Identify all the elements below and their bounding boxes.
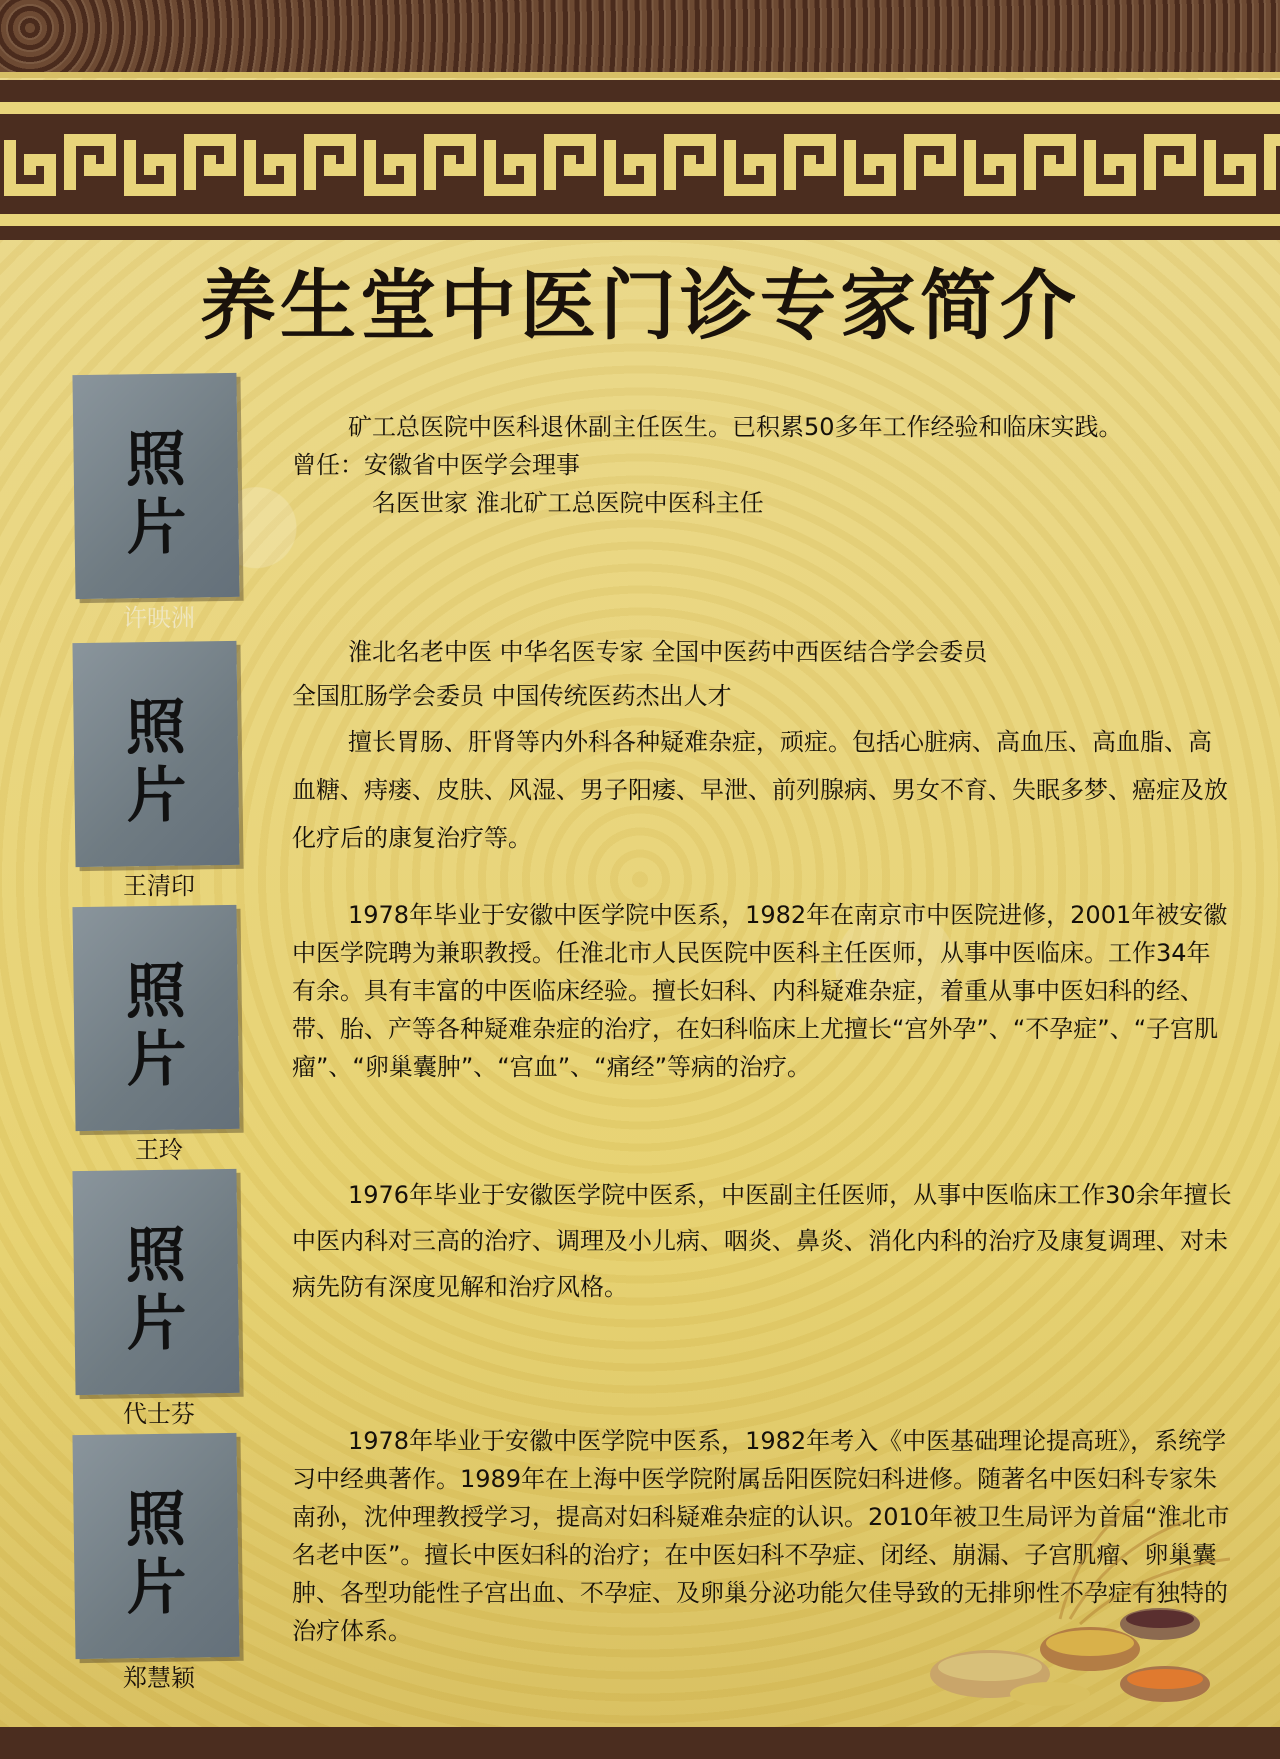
expert-name-4: 代士芬 [123, 1400, 195, 1428]
photo-placeholder-1 [72, 373, 239, 599]
expert-bio-4 [292, 1172, 1232, 1310]
bio-line: 曾任：安徽省中医学会理事 [292, 451, 580, 479]
photo-label-char-1: 照 [125, 1484, 187, 1556]
photo-label-char-2: 片 [126, 1024, 188, 1096]
bio-line: 淮北名老中医 中华名医专家 全国中医药中西医结合学会委员 [348, 638, 988, 666]
expert-name-5: 郑慧颖 [123, 1664, 195, 1692]
photo-placeholder-2 [72, 641, 239, 867]
photo-label-char-1: 照 [125, 692, 187, 764]
bio-line: 1978年毕业于安徽中医学院中医系，1982年考入《中医基础理论提高班》，系统学习中经典著作。1989年在上海中医学院附属岳阳医院妇科进修。随著名中医妇科专家朱南孙，沈仲理教授学习，提高对妇科疑难杂症的认识。2010年被卫生局评为首届“淮北市名老中医”。擅长中医妇科的治疗；在中医妇科不孕症、闭经、崩漏、子宫肌瘤、卵巢囊肿、各型功能性子宫出血、不孕症、及卵巢分泌功能欠佳导致的无排卵性不孕症有独特的治疗体系。 [292, 1427, 1230, 1645]
expert-name-1: 许映洲 [123, 604, 195, 632]
photo-label-char-2: 片 [126, 492, 188, 564]
photo-label-char-2: 片 [126, 1288, 188, 1360]
bio-line: 擅长胃肠、肝肾等内外科各种疑难杂症，顽症。包括心脏病、高血压、高血脂、高血糖、痔瘘、皮肤、风湿、男子阳痿、早泄、前列腺病、男女不育、失眠多梦、癌症及放化疗后的康复治疗等。 [292, 728, 1228, 852]
photo-placeholder-3 [72, 905, 239, 1131]
photo-label-char-1: 照 [125, 1220, 187, 1292]
bio-line: 全国肛肠学会委员 中国传统医药杰出人才 [292, 682, 732, 710]
bio-line: 矿工总医院中医科退休副主任医生。已积累50多年工作经验和临床实践。 [348, 413, 1123, 441]
expert-bio-2 [292, 630, 1232, 862]
expert-name-3: 王玲 [135, 1136, 183, 1164]
expert-name-2: 王清印 [123, 872, 195, 900]
grain-bowls-decoration [910, 1499, 1230, 1709]
expert-bio-3 [292, 896, 1232, 1086]
photo-label-char-2: 片 [126, 1552, 188, 1624]
bio-line: 名医世家 淮北矿工总医院中医科主任 [372, 489, 764, 517]
expert-bio-1 [292, 408, 1232, 522]
bio-line: 1978年毕业于安徽中医学院中医系，1982年在南京市中医院进修，2001年被安徽中医学院聘为兼职教授。任淮北市人民医院中医科主任医师，从事中医临床。工作34年有余。具有丰富的中医临床经验。擅长妇科、内科疑难杂症，着重从事中医妇科的经、带、胎、产等各种疑难杂症的治疗，在妇科临床上尤擅长“宫外孕”、“不孕症”、“子宫肌瘤”、“卵巢囊肿”、“宫血”、“痛经”等病的治疗。 [292, 901, 1228, 1081]
bottom-border [0, 1727, 1280, 1759]
photo-label-char-1: 照 [125, 424, 187, 496]
fretwork-border [0, 80, 1280, 240]
photo-placeholder-4 [72, 1169, 239, 1395]
photo-label-char-1: 照 [125, 956, 187, 1028]
bio-line: 1976年毕业于安徽医学院中医系，中医副主任医师，从事中医临床工作30余年擅长中医内科对三高的治疗、调理及小儿病、咽炎、鼻炎、消化内科的治疗及康复调理、对未病先防有深度见解和治疗风格。 [292, 1181, 1232, 1301]
photo-label-char-2: 片 [126, 760, 188, 832]
photo-placeholder-5 [72, 1433, 239, 1659]
page-title: 养生堂中医门诊专家简介 [200, 261, 1080, 350]
top-ornament-band [0, 0, 1280, 78]
